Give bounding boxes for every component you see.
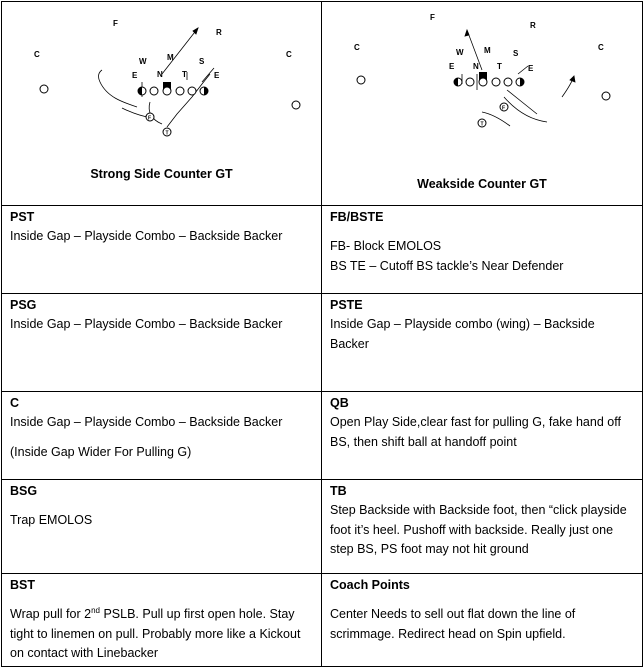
assignment-row [2,206,643,294]
fb-bste-title: FB/BSTE [330,210,384,224]
assignment-row [2,574,643,667]
psg-title: PSG [10,298,37,312]
defender-m: M [484,46,491,55]
defender-s: S [199,57,205,66]
tb-title: TB [330,484,347,498]
psg-text: Inside Gap – Playside Combo – Backside Backer [10,317,283,332]
qb-text: Open Play Side,clear fast for pulling G, fake hand off BS, then shift ball at handoff point [330,415,621,449]
fb-text: FB- Block EMOLOS [330,239,442,254]
tb-text: Step Backside with Backside foot, then “click playside foot it’s heel. Pushoff with backside. Really just one step BS, PS foot may not hit ground [330,503,627,557]
defender-c-left: C [34,50,40,59]
defender-f: F [430,13,435,22]
defender-t: T [497,62,502,71]
defender-e-left: E [132,71,138,80]
defender-f: F [113,19,118,28]
wr-left [357,76,365,84]
weakside-diagram-cell [322,2,643,206]
defender-e-right: E [214,71,220,80]
pst-cell [2,206,322,294]
pste-cell [322,294,643,392]
wr-right [292,101,300,109]
play-sheet-table [1,1,643,667]
tailback-label: T [165,130,169,137]
defender-c-right: C [598,43,604,52]
pste-title: PSTE [330,298,363,312]
defender-t: T [182,70,187,79]
coach-points-title: Coach Points [330,578,410,592]
diagram-row [2,2,643,206]
weakside-caption: Weakside Counter GT [417,177,547,191]
defender-s: S [513,49,519,58]
psg-cell [2,294,322,392]
fullback-label: F [502,105,506,112]
defender-e-right: E [528,64,534,73]
qb-title: QB [330,396,349,410]
fullback-label: F [148,115,152,122]
pst-text: Inside Gap – Playside Combo – Backside Backer [10,229,283,244]
defender-w: W [456,48,464,57]
bsg-text: Trap EMOLOS [10,513,93,528]
fb-bste-cell [322,206,643,294]
assignment-row [2,294,643,392]
c-text: Inside Gap – Playside Combo – Backside Backer [10,415,283,430]
strong-side-diagram-cell [2,2,322,206]
assignment-row [2,480,643,574]
c-note: (Inside Gap Wider For Pulling G) [10,444,192,459]
defender-r: R [216,28,222,37]
tailback-label: T [480,121,484,128]
bst-title: BST [10,578,35,592]
bsg-cell [2,480,322,574]
defender-c-left: C [354,43,360,52]
c-title: C [10,396,20,410]
defender-n: N [473,62,479,71]
c-cell [2,392,322,480]
pste-text: Inside Gap – Playside combo (wing) – Backside Backer [330,317,595,351]
tb-cell [322,480,643,574]
bst-cell [2,574,322,667]
bsg-title: BSG [10,484,38,498]
defender-w: W [139,57,147,66]
wr-left [40,85,48,93]
defender-r: R [530,21,536,30]
assignment-row [2,392,643,480]
wr-right [602,92,610,100]
bst-text: Wrap pull for 2nd PSLB. Pull up first open hole. Stay tight to linemen on pull. Probably more like a Kickout on contact with Linebacker [10,606,301,661]
bs-te-text: BS TE – Cutoff BS tackle’s Near Defender [330,258,564,273]
coach-points-text: Center Needs to sell out flat down the line of scrimmage. Redirect head on Spin upfield. [330,607,576,641]
defender-e-left: E [449,62,455,71]
defender-n: N [157,70,163,79]
defender-c-right: C [286,50,292,59]
offensive-line [40,82,300,136]
coach-points-cell [322,574,643,667]
strong-side-caption: Strong Side Counter GT [90,167,233,181]
defender-m: M [167,53,174,62]
qb-cell [322,392,643,480]
pst-title: PST [10,210,35,224]
